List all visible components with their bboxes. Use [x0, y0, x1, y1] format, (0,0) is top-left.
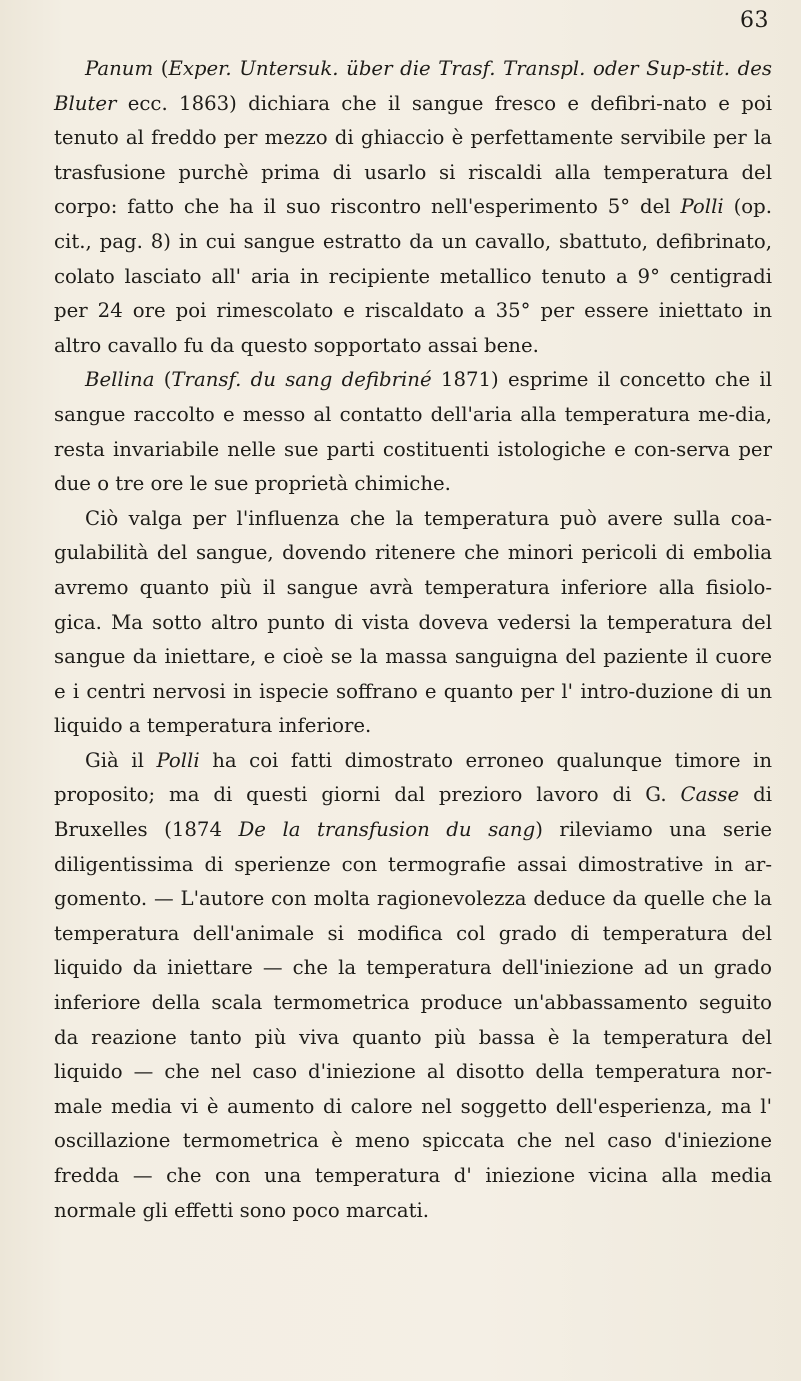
paragraph — [54, 363, 772, 501]
body-text — [54, 52, 772, 1228]
text-run: ecc. 1863) dichiara che il sangue fresco e defibri-nato e poi tenuto al freddo per mezzo di ghiaccio è perfettamente servibile per la trasfusione purchè prima di usarlo si riscaldi alla temperatura del corpo: fatto che ha il suo riscontro nell'esperimento 5° del — [54, 91, 772, 219]
italic-text: Casse — [680, 783, 740, 807]
text-run: ( — [154, 368, 172, 392]
italic-text: De la transfusion du sang — [238, 818, 536, 842]
text-run: ha coi fatti dimostrato erroneo qualunque timore in proposito; ma di questi giorni dal prezioro lavoro di G. — [54, 748, 772, 807]
italic-text: Exper. Untersuk. über die Trasf. Transpl. oder Sup-stit. des Bluter — [54, 57, 772, 115]
text-run: (op. cit., pag. 8) in cui sangue estratto da un cavallo, sbattuto, defibrinato, colato lasciato all' aria in recipiente metallico tenuto a 9° centigradi per 24 ore poi rimescolato e riscaldato a 35° per essere iniettato in altro cavallo fu da questo sopportato assai bene. — [54, 195, 772, 357]
paragraph — [54, 52, 772, 363]
text-run: Ciò valga per l'influenza che la temperatura può avere sulla coa-gulabilità del sangue, dovendo ritenere che minori pericoli di embolia avremo quanto più il sangue avrà temperatura inferiore alla fisiolo-gica. Ma sotto altro punto di vista doveva vedersi la temperatura del sangue da iniettare, e cioè se la massa sanguigna del paziente il cuore e i centri nervosi in ispecie soffrano e quanto per l' intro-duzione di un liquido a temperatura inferiore. — [54, 506, 772, 738]
italic-text: Polli — [156, 748, 200, 772]
text-run: ( — [153, 57, 169, 80]
italic-text: Panum — [85, 57, 154, 80]
italic-text: Transf. du sang defibriné — [171, 368, 432, 392]
paragraph — [54, 744, 772, 1228]
text-run: ) rileviamo una serie diligentissima di sperienze con termografie assai dimostrative in ar-gomento. — L'autore con molta ragionevolezza deduce da quelle che la temperatura dell'animale si modifica col grado di temperatura del liquido da iniettare — che la temperatura dell'iniezione ad un grado inferiore della scala termometrica produce un'abbassamento seguito da reazione tanto più viva quanto più bassa è la temperatura del liquido — che nel caso d'iniezione al disotto della temperatura nor-male media vi è aumento di calore nel soggetto dell'esperienza, ma l' oscillazione termometrica è meno spiccata che nel caso d'iniezione fredda — che con una temperatura d' iniezione vicina alla media normale gli effetti sono poco marcati. — [54, 818, 773, 1222]
page-number: 63 — [740, 8, 769, 33]
italic-text: Polli — [680, 195, 724, 219]
text-run: Già il — [85, 748, 157, 772]
text-run: di Bruxelles (1874 — [54, 783, 772, 842]
text-run: 1871) esprime il concetto che il sangue raccolto e messo al contatto dell'aria alla temperatura me-dia, resta invariabile nelle sue parti costituenti istologiche e con-serva per due o tre ore le sue proprietà chimiche. — [54, 368, 772, 496]
paragraph — [54, 502, 772, 744]
italic-text: Bellina — [85, 368, 155, 392]
